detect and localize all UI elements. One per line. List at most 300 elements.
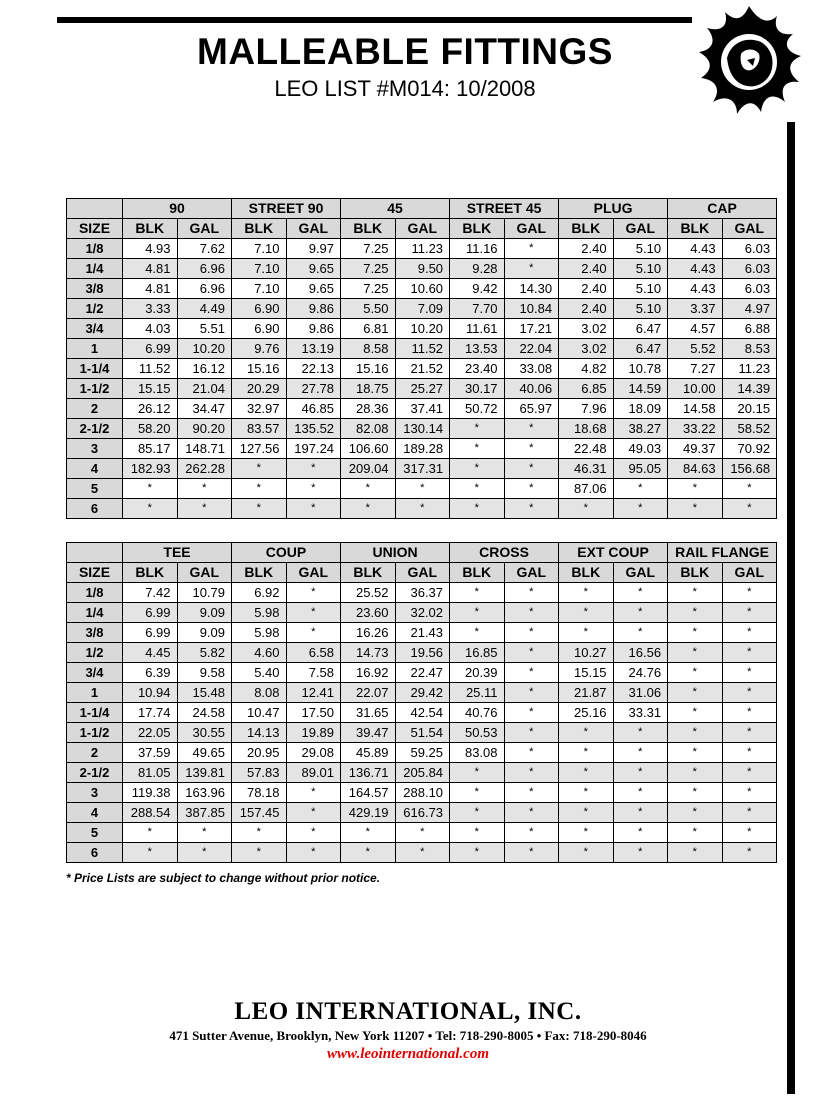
finish-header: BLK (341, 219, 396, 239)
price-cell: 9.65 (286, 259, 341, 279)
size-cell: 1-1/2 (67, 723, 123, 743)
price-cell: 15.15 (559, 663, 614, 683)
table-row (67, 439, 777, 459)
table-row (67, 459, 777, 479)
price-cell: 22.07 (341, 683, 396, 703)
unavailable-cell: * (123, 499, 178, 519)
unavailable-cell: * (504, 703, 559, 723)
unavailable-cell: * (341, 479, 396, 499)
size-cell: 1 (67, 339, 123, 359)
price-cell: 4.45 (123, 643, 178, 663)
top-rule (57, 17, 692, 23)
table-row (67, 643, 777, 663)
unavailable-cell: * (668, 683, 723, 703)
unavailable-cell: * (450, 479, 505, 499)
unavailable-cell: * (613, 803, 668, 823)
header-blank-cell (67, 543, 123, 563)
group-header: EXT COUP (559, 543, 668, 563)
table-row (67, 703, 777, 723)
price-cell: 7.27 (668, 359, 723, 379)
unavailable-cell: * (450, 623, 505, 643)
table-row (67, 683, 777, 703)
price-cell: 18.68 (559, 419, 614, 439)
price-cell: 59.25 (395, 743, 450, 763)
unavailable-cell: * (450, 763, 505, 783)
price-cell: 51.54 (395, 723, 450, 743)
unavailable-cell: * (286, 459, 341, 479)
price-cell: 83.08 (450, 743, 505, 763)
price-cell: 9.86 (286, 319, 341, 339)
price-cell: 4.57 (668, 319, 723, 339)
unavailable-cell: * (504, 783, 559, 803)
group-header: RAIL FLANGE (668, 543, 777, 563)
price-cell: 17.21 (504, 319, 559, 339)
price-cell: 2.40 (559, 279, 614, 299)
price-cell: 429.19 (341, 803, 396, 823)
price-cell: 30.55 (177, 723, 232, 743)
price-cell: 20.95 (232, 743, 287, 763)
price-cell: 50.72 (450, 399, 505, 419)
price-cell: 26.12 (123, 399, 178, 419)
price-cell: 15.15 (123, 379, 178, 399)
price-cell: 10.84 (504, 299, 559, 319)
unavailable-cell: * (504, 763, 559, 783)
unavailable-cell: * (722, 623, 777, 643)
unavailable-cell: * (341, 823, 396, 843)
company-website-link[interactable]: www.leointernational.com (327, 1046, 489, 1062)
unavailable-cell: * (668, 499, 723, 519)
price-cell: 6.03 (722, 279, 777, 299)
price-cell: 25.11 (450, 683, 505, 703)
price-cell: 6.03 (722, 259, 777, 279)
table-row (67, 583, 777, 603)
unavailable-cell: * (286, 499, 341, 519)
unavailable-cell: * (722, 499, 777, 519)
price-cell: 2.40 (559, 299, 614, 319)
unavailable-cell: * (395, 479, 450, 499)
price-cell: 16.85 (450, 643, 505, 663)
price-cell: 5.52 (668, 339, 723, 359)
price-cell: 11.23 (395, 239, 450, 259)
finish-header: BLK (559, 219, 614, 239)
price-cell: 9.86 (286, 299, 341, 319)
price-cell: 7.25 (341, 279, 396, 299)
price-cell: 87.06 (559, 479, 614, 499)
unavailable-cell: * (504, 583, 559, 603)
unavailable-cell: * (450, 499, 505, 519)
unavailable-cell: * (177, 823, 232, 843)
unavailable-cell: * (286, 623, 341, 643)
price-cell: 5.40 (232, 663, 287, 683)
unavailable-cell: * (613, 603, 668, 623)
price-cell: 16.26 (341, 623, 396, 643)
price-cell: 25.16 (559, 703, 614, 723)
price-cell: 22.05 (123, 723, 178, 743)
unavailable-cell: * (504, 663, 559, 683)
size-cell: 1 (67, 683, 123, 703)
finish-header: BLK (450, 563, 505, 583)
price-cell: 11.23 (722, 359, 777, 379)
unavailable-cell: * (722, 603, 777, 623)
price-cell: 7.25 (341, 239, 396, 259)
price-cell: 38.27 (613, 419, 668, 439)
price-cell: 135.52 (286, 419, 341, 439)
size-cell: 6 (67, 499, 123, 519)
unavailable-cell: * (613, 743, 668, 763)
group-header: CROSS (450, 543, 559, 563)
unavailable-cell: * (123, 843, 178, 863)
price-cell: 19.56 (395, 643, 450, 663)
price-cell: 16.56 (613, 643, 668, 663)
price-cell: 42.54 (395, 703, 450, 723)
price-cell: 83.57 (232, 419, 287, 439)
unavailable-cell: * (613, 623, 668, 643)
price-cell: 9.28 (450, 259, 505, 279)
price-cell: 7.10 (232, 239, 287, 259)
group-header: COUP (232, 543, 341, 563)
price-cell: 17.50 (286, 703, 341, 723)
unavailable-cell: * (450, 843, 505, 863)
price-cell: 23.40 (450, 359, 505, 379)
price-cell: 14.39 (722, 379, 777, 399)
price-cell: 65.97 (504, 399, 559, 419)
price-cell: 13.53 (450, 339, 505, 359)
unavailable-cell: * (123, 823, 178, 843)
price-cell: 7.96 (559, 399, 614, 419)
price-cell: 32.02 (395, 603, 450, 623)
group-header: STREET 90 (232, 199, 341, 219)
price-cell: 262.28 (177, 459, 232, 479)
price-cell: 6.03 (722, 239, 777, 259)
finish-header: GAL (286, 219, 341, 239)
price-cell: 317.31 (395, 459, 450, 479)
size-cell: 3/4 (67, 663, 123, 683)
finish-header: BLK (232, 563, 287, 583)
price-cell: 288.10 (395, 783, 450, 803)
unavailable-cell: * (722, 643, 777, 663)
unavailable-cell: * (559, 763, 614, 783)
price-cell: 163.96 (177, 783, 232, 803)
finish-header: BLK (668, 563, 723, 583)
price-cell: 8.08 (232, 683, 287, 703)
unavailable-cell: * (559, 803, 614, 823)
price-cell: 10.60 (395, 279, 450, 299)
table-row (67, 359, 777, 379)
price-cell: 49.37 (668, 439, 723, 459)
table-row (67, 319, 777, 339)
group-header: PLUG (559, 199, 668, 219)
price-cell: 22.13 (286, 359, 341, 379)
unavailable-cell: * (613, 499, 668, 519)
price-cell: 21.52 (395, 359, 450, 379)
page-subtitle: LEO LIST #M014: 10/2008 (274, 76, 536, 101)
price-cell: 9.50 (395, 259, 450, 279)
price-cell: 197.24 (286, 439, 341, 459)
unavailable-cell: * (286, 783, 341, 803)
price-cell: 6.96 (177, 279, 232, 299)
finish-header: BLK (232, 219, 287, 239)
price-cell: 15.16 (232, 359, 287, 379)
unavailable-cell: * (722, 703, 777, 723)
unavailable-cell: * (177, 499, 232, 519)
size-cell: 2 (67, 743, 123, 763)
size-cell: 1/4 (67, 259, 123, 279)
price-cell: 78.18 (232, 783, 287, 803)
unavailable-cell: * (668, 643, 723, 663)
price-cell: 8.58 (341, 339, 396, 359)
unavailable-cell: * (504, 259, 559, 279)
unavailable-cell: * (559, 843, 614, 863)
size-cell: 6 (67, 843, 123, 863)
price-cell: 3.33 (123, 299, 178, 319)
group-header: UNION (341, 543, 450, 563)
table-row (67, 379, 777, 399)
company-name: LEO INTERNATIONAL, INC. (234, 998, 582, 1025)
unavailable-cell: * (668, 623, 723, 643)
price-cell: 205.84 (395, 763, 450, 783)
unavailable-cell: * (613, 583, 668, 603)
price-cell: 45.89 (341, 743, 396, 763)
price-cell: 5.10 (613, 279, 668, 299)
unavailable-cell: * (668, 843, 723, 863)
price-cell: 22.04 (504, 339, 559, 359)
size-cell: 3 (67, 439, 123, 459)
price-cell: 9.65 (286, 279, 341, 299)
price-cell: 84.63 (668, 459, 723, 479)
size-cell: 2-1/2 (67, 419, 123, 439)
price-cell: 81.05 (123, 763, 178, 783)
table-row (67, 499, 777, 519)
size-cell: 1/8 (67, 583, 123, 603)
price-cell: 14.30 (504, 279, 559, 299)
price-cell: 14.59 (613, 379, 668, 399)
price-cell: 19.89 (286, 723, 341, 743)
unavailable-cell: * (286, 583, 341, 603)
group-header: 90 (123, 199, 232, 219)
size-cell: 4 (67, 803, 123, 823)
finish-header: BLK (123, 219, 178, 239)
price-cell: 39.47 (341, 723, 396, 743)
price-cell: 25.27 (395, 379, 450, 399)
unavailable-cell: * (668, 723, 723, 743)
size-cell: 1-1/2 (67, 379, 123, 399)
price-cell: 20.15 (722, 399, 777, 419)
price-cell: 7.10 (232, 259, 287, 279)
price-cell: 7.62 (177, 239, 232, 259)
price-cell: 9.97 (286, 239, 341, 259)
size-cell: 3 (67, 783, 123, 803)
unavailable-cell: * (722, 823, 777, 843)
price-cell: 11.61 (450, 319, 505, 339)
price-cell: 27.78 (286, 379, 341, 399)
unavailable-cell: * (450, 439, 505, 459)
price-cell: 15.16 (341, 359, 396, 379)
unavailable-cell: * (232, 499, 287, 519)
unavailable-cell: * (668, 479, 723, 499)
price-cell: 37.41 (395, 399, 450, 419)
price-cell: 7.58 (286, 663, 341, 683)
finish-header: BLK (450, 219, 505, 239)
price-cell: 10.79 (177, 583, 232, 603)
unavailable-cell: * (232, 843, 287, 863)
size-header: SIZE (67, 219, 123, 239)
price-cell: 4.81 (123, 279, 178, 299)
price-cell: 11.52 (395, 339, 450, 359)
size-cell: 3/4 (67, 319, 123, 339)
unavailable-cell: * (504, 743, 559, 763)
price-cell: 4.82 (559, 359, 614, 379)
unavailable-cell: * (504, 479, 559, 499)
size-cell: 1/2 (67, 643, 123, 663)
unavailable-cell: * (341, 843, 396, 863)
price-cell: 9.58 (177, 663, 232, 683)
unavailable-cell: * (559, 623, 614, 643)
unavailable-cell: * (504, 239, 559, 259)
unavailable-cell: * (232, 479, 287, 499)
price-cell: 36.37 (395, 583, 450, 603)
finish-header: GAL (722, 219, 777, 239)
unavailable-cell: * (668, 583, 723, 603)
price-cell: 6.99 (123, 623, 178, 643)
unavailable-cell: * (395, 499, 450, 519)
price-cell: 21.87 (559, 683, 614, 703)
price-cell: 157.45 (232, 803, 287, 823)
price-table-1 (66, 198, 777, 519)
price-cell: 4.97 (722, 299, 777, 319)
unavailable-cell: * (559, 743, 614, 763)
unavailable-cell: * (613, 479, 668, 499)
size-cell: 4 (67, 459, 123, 479)
table-row (67, 803, 777, 823)
size-cell: 1/2 (67, 299, 123, 319)
group-header: STREET 45 (450, 199, 559, 219)
price-cell: 5.51 (177, 319, 232, 339)
table-row (67, 279, 777, 299)
price-cell: 3.02 (559, 339, 614, 359)
price-cell: 29.08 (286, 743, 341, 763)
table-row (67, 823, 777, 843)
price-cell: 22.47 (395, 663, 450, 683)
unavailable-cell: * (286, 603, 341, 623)
price-cell: 57.83 (232, 763, 287, 783)
price-cell: 189.28 (395, 439, 450, 459)
finish-header: GAL (395, 563, 450, 583)
price-cell: 25.52 (341, 583, 396, 603)
price-cell: 119.38 (123, 783, 178, 803)
price-cell: 7.10 (232, 279, 287, 299)
price-cell: 4.03 (123, 319, 178, 339)
unavailable-cell: * (504, 623, 559, 643)
price-cell: 7.25 (341, 259, 396, 279)
price-cell: 21.04 (177, 379, 232, 399)
price-cell: 23.60 (341, 603, 396, 623)
unavailable-cell: * (395, 823, 450, 843)
price-cell: 10.27 (559, 643, 614, 663)
price-cell: 10.47 (232, 703, 287, 723)
price-cell: 31.65 (341, 703, 396, 723)
price-cell: 6.81 (341, 319, 396, 339)
unavailable-cell: * (668, 803, 723, 823)
price-cell: 14.13 (232, 723, 287, 743)
price-cell: 30.17 (450, 379, 505, 399)
price-cell: 5.10 (613, 239, 668, 259)
price-cell: 16.12 (177, 359, 232, 379)
price-cell: 32.97 (232, 399, 287, 419)
unavailable-cell: * (613, 723, 668, 743)
price-cell: 4.93 (123, 239, 178, 259)
finish-header: BLK (668, 219, 723, 239)
price-cell: 7.70 (450, 299, 505, 319)
table-row (67, 843, 777, 863)
unavailable-cell: * (504, 683, 559, 703)
finish-header: BLK (123, 563, 178, 583)
price-cell: 5.98 (232, 603, 287, 623)
unavailable-cell: * (450, 603, 505, 623)
unavailable-cell: * (559, 723, 614, 743)
price-cell: 89.01 (286, 763, 341, 783)
price-cell: 3.02 (559, 319, 614, 339)
price-cell: 11.16 (450, 239, 505, 259)
price-cell: 95.05 (613, 459, 668, 479)
price-cell: 6.85 (559, 379, 614, 399)
unavailable-cell: * (559, 499, 614, 519)
price-cell: 50.53 (450, 723, 505, 743)
price-cell: 136.71 (341, 763, 396, 783)
table-row (67, 419, 777, 439)
unavailable-cell: * (504, 499, 559, 519)
unavailable-cell: * (504, 643, 559, 663)
table-row (67, 723, 777, 743)
price-cell: 21.43 (395, 623, 450, 643)
unavailable-cell: * (668, 823, 723, 843)
unavailable-cell: * (504, 419, 559, 439)
price-cell: 6.47 (613, 319, 668, 339)
table-row (67, 743, 777, 763)
price-cell: 46.31 (559, 459, 614, 479)
table-row (67, 623, 777, 643)
finish-header: GAL (177, 219, 232, 239)
price-cell: 82.08 (341, 419, 396, 439)
table-row (67, 259, 777, 279)
unavailable-cell: * (613, 823, 668, 843)
price-disclaimer-note: * Price Lists are subject to change without prior notice. (66, 871, 381, 885)
size-cell: 2 (67, 399, 123, 419)
unavailable-cell: * (286, 479, 341, 499)
unavailable-cell: * (504, 723, 559, 743)
price-cell: 6.58 (286, 643, 341, 663)
table-row (67, 239, 777, 259)
price-cell: 37.59 (123, 743, 178, 763)
price-cell: 8.53 (722, 339, 777, 359)
unavailable-cell: * (668, 663, 723, 683)
price-cell: 6.99 (123, 339, 178, 359)
price-cell: 2.40 (559, 259, 614, 279)
price-cell: 5.82 (177, 643, 232, 663)
unavailable-cell: * (559, 603, 614, 623)
unavailable-cell: * (668, 783, 723, 803)
price-cell: 6.92 (232, 583, 287, 603)
finish-header: GAL (504, 219, 559, 239)
price-cell: 58.20 (123, 419, 178, 439)
price-cell: 6.96 (177, 259, 232, 279)
unavailable-cell: * (286, 803, 341, 823)
price-cell: 16.92 (341, 663, 396, 683)
finish-header: GAL (504, 563, 559, 583)
price-cell: 11.52 (123, 359, 178, 379)
price-cell: 130.14 (395, 419, 450, 439)
price-cell: 182.93 (123, 459, 178, 479)
unavailable-cell: * (722, 479, 777, 499)
